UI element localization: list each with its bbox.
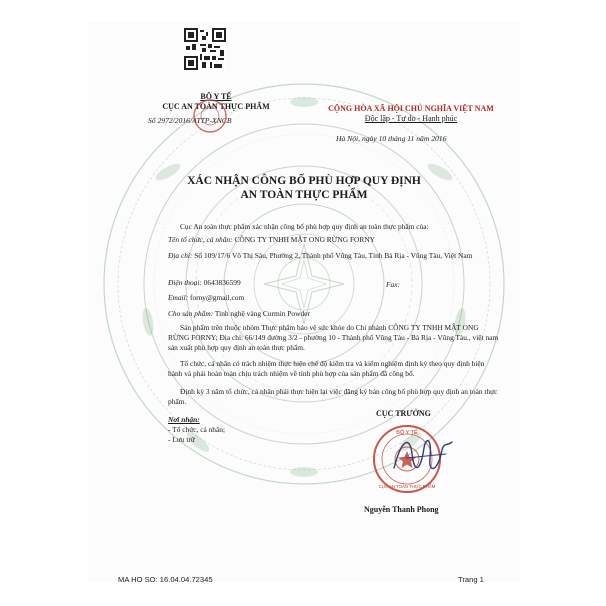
recipient-item: - Tổ chức, cá nhân; [168,425,226,434]
issue-date: Hà Nội, ngày 10 tháng 11 năm 2016 [336,134,447,143]
paragraph-renewal: Định kỳ 3 năm tổ chức, cá nhân phải thực hiện lại việc đăng ký bản công bố phù hợp quy định an toàn thực phẩm. [168,387,498,406]
ministry-name: BỘ Y TẾ [200,92,232,101]
address-label: Địa chỉ: [168,251,193,260]
org-value: CÔNG TY TNHH MẬT ONG RỪNG FORNY [234,235,375,244]
stamp-top-text: BỘ Y TẾ [396,430,418,436]
phone-label: Điện thoại: [168,278,202,287]
document-subtitle: AN TOÀN THỰC PHẨM [240,189,368,201]
qr-code-icon [184,28,226,70]
document-page [88,22,520,582]
country-name: CỘNG HÒA XÃ HỘI CHỦ NGHĨA VIỆT NAM [328,104,494,113]
handwritten-signature [388,428,458,484]
email-line [168,293,244,303]
email-value: forny@gmail.com [189,293,245,302]
recipients-title: Nơi nhận: [168,415,200,424]
email-label: Email: [168,293,189,302]
fax-label: Fax: [386,280,400,289]
org-line [168,235,375,245]
page-number: Trang 1 [458,575,484,584]
paragraph-production: Sản phẩm trên thuộc nhóm Thực phẩm bảo vệ sức khỏe do Chi nhánh CÔNG TY TNHH MẬT ONG RỪNG FORNY; Địa chỉ: 66/149 đường 3/2 - phường 10 - Thành phố Vũng Tàu - Bà Rịa - Vũng Tàu., việt nam sản xuất phù hợp quy định an toàn thực phẩm. [168,323,499,352]
intro-text: Cục An toàn thực phẩm xác nhận công bố phù hợp quy định an toàn thực phẩm của: [180,222,429,231]
signer-name: Nguyễn Thanh Phong [364,505,439,514]
address-block [168,251,498,261]
file-number: MA HO SO: 16.04.04.72345 [118,575,213,584]
phone-line [168,278,241,288]
product-value: Tinh nghệ vàng Curmin Powder [214,309,310,318]
department-name: CỤC AN TOÀN THỰC PHẨM [162,102,270,111]
product-label: Cho sản phẩm: [168,309,214,318]
product-line [168,309,310,319]
document-number: Số 2972/2016/ATTP-XNCB [148,116,232,125]
org-label: Tên tổ chức, cá nhân: [168,235,233,244]
paragraph-responsibility: Tổ chức, cá nhân có trách nhiệm thực hiện chế độ kiểm tra và kiểm nghiệm định kỳ theo quy định hiện hành và phải hoàn toàn chịu trách nhiệm về tính phù hợp của sản phẩm đã công bố. [168,359,485,378]
national-motto: Độc lập - Tự do - Hạnh phúc [364,114,458,123]
document-title: XÁC NHẬN CÔNG BỐ PHÙ HỢP QUY ĐỊNH [187,175,421,187]
address-value: Số 109/17/6 Võ Thị Sáu, Phường 2, Thành phố Vũng Tàu, Tỉnh Bà Rịa - Vũng Tàu, Việt Nam [194,251,473,260]
stamp-bottom-text: CỤC AN TOÀN THỰC PHẨM [378,484,436,489]
signer-role: CỤC TRƯỞNG [376,409,431,418]
phone-value: 0643836599 [203,278,241,287]
recipient-item: - Lưu trữ [168,435,195,444]
header-seal-icon [192,98,228,134]
